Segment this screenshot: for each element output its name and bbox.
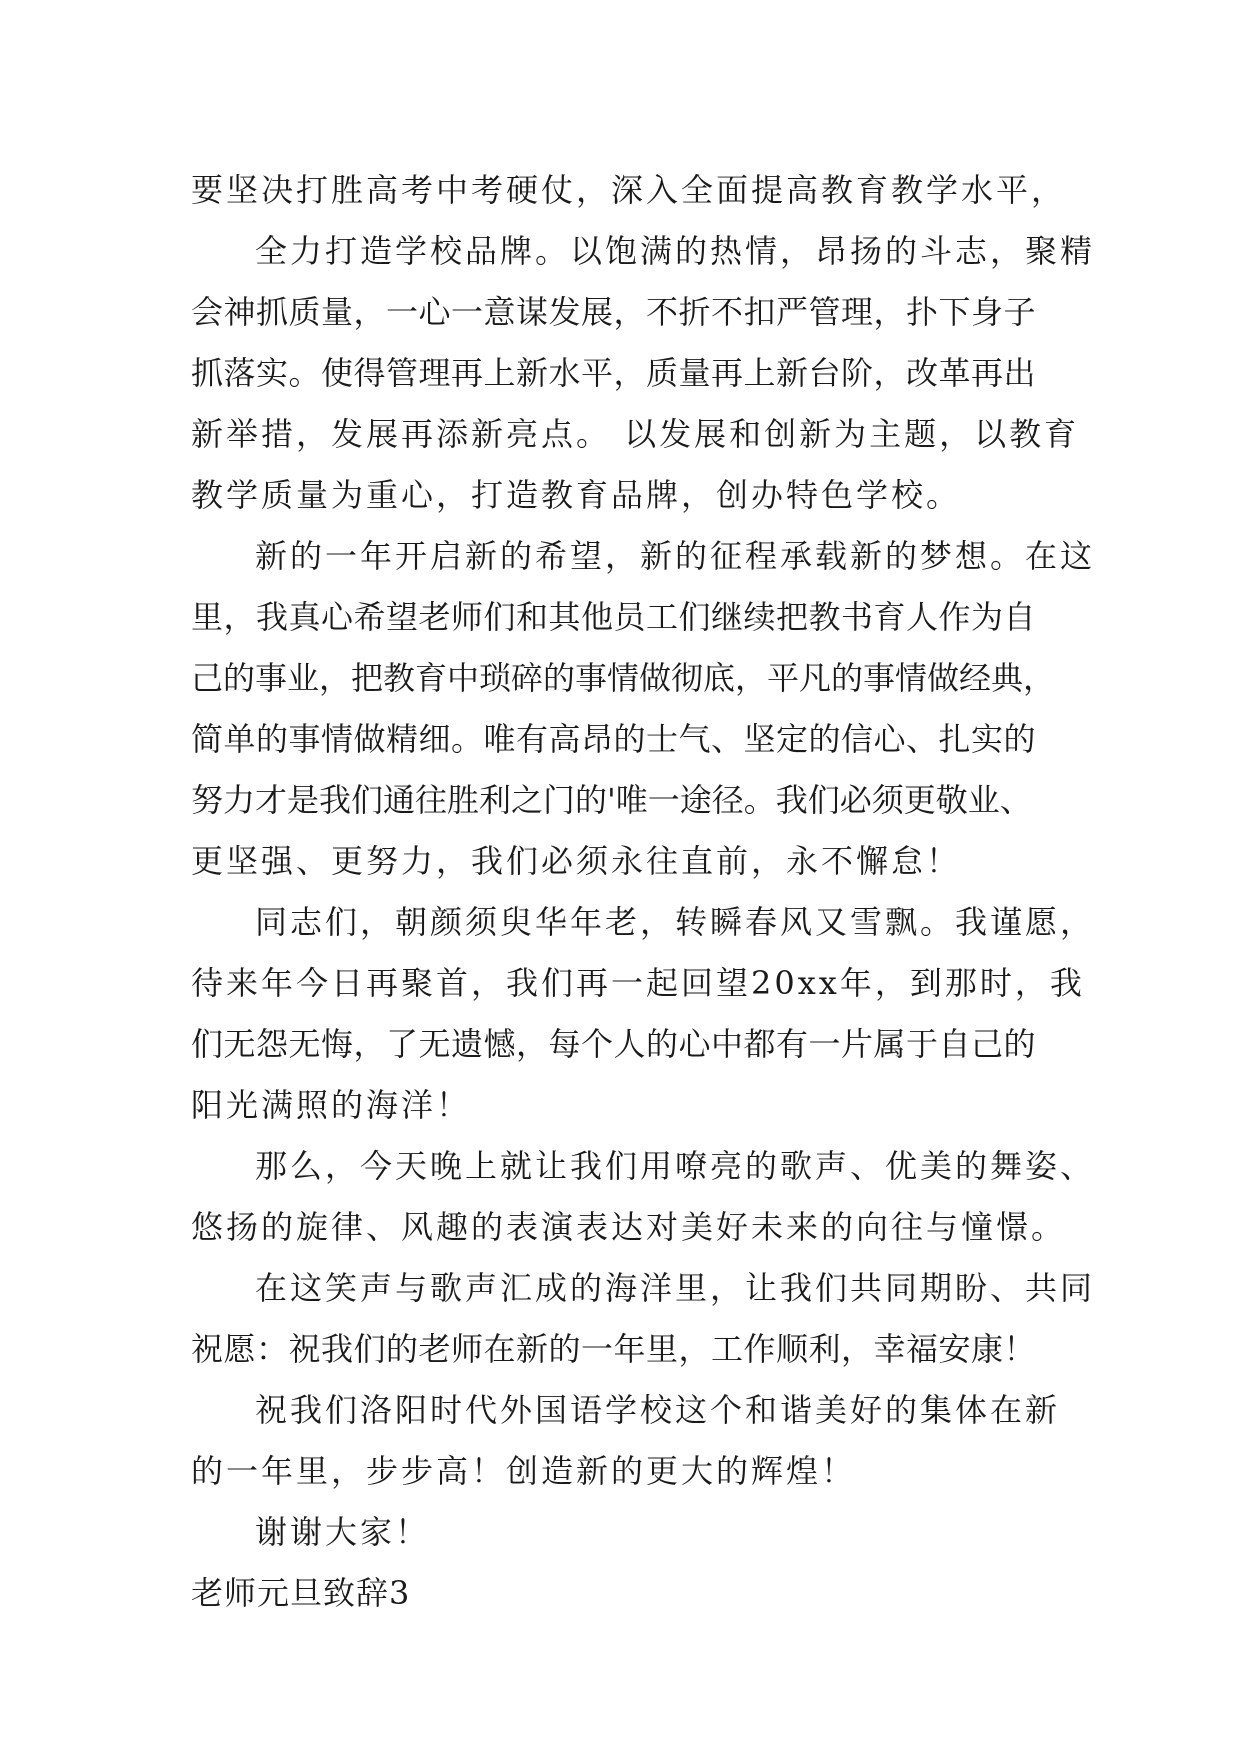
paragraph-line: 己的事业，把教育中琐碎的事情做彻底，平凡的事情做经典，	[191, 659, 1056, 697]
paragraph-line: 在这笑声与歌声汇成的海洋里，让我们共同期盼、共同	[255, 1269, 1096, 1307]
paragraph-line: 会神抓质量，一心一意谋发展，不折不扣严管理，扑下身子	[191, 293, 1037, 331]
paragraph-line: 祝愿：祝我们的老师在新的一年里，工作顺利，幸福安康！	[191, 1330, 1037, 1368]
paragraph-line: 谢谢大家！	[255, 1513, 431, 1551]
paragraph-line: 待来年今日再聚首，我们再一起回望20xx年，到那时，我	[191, 964, 1085, 1002]
paragraph-line: 里，我真心希望老师们和其他员工们继续把教书育人作为自	[191, 598, 1037, 636]
paragraph-line: 新举措，发展再添新亮点。 以发展和创新为主题，以教育	[191, 415, 1080, 453]
paragraph-line: 更坚强、更努力，我们必须永往直前，永不懈怠！	[191, 842, 962, 880]
paragraph-line: 努力才是我们通往胜利之门的'唯一途径。我们必须更敬业、	[191, 781, 1032, 819]
paragraph-line: 教学质量为重心，打造教育品牌，创办特色学校。	[191, 476, 962, 514]
section-heading: 老师元旦致辞3	[191, 1574, 411, 1612]
paragraph-line: 新的一年开启新的希望，新的征程承载新的梦想。在这	[255, 537, 1096, 575]
paragraph-line: 同志们，朝颜须臾华年老，转瞬春风又雪飘。我谨愿，	[255, 903, 1096, 941]
document-body	[191, 160, 1096, 1624]
paragraph-line: 抓落实。使得管理再上新水平，质量再上新台阶，改革再出	[191, 354, 1037, 392]
paragraph-line: 要坚决打胜高考中考硬仗，深入全面提高教育教学水平，	[191, 171, 1067, 209]
paragraph-line: 的一年里，步步高！创造新的更大的辉煌！	[191, 1452, 857, 1490]
paragraph-line: 阳光满照的海洋！	[191, 1086, 472, 1124]
paragraph-line: 那么，今天晚上就让我们用嘹亮的歌声、优美的舞姿、	[255, 1147, 1096, 1185]
paragraph-line: 祝我们洛阳时代外国语学校这个和谐美好的集体在新	[255, 1391, 1061, 1429]
paragraph-line: 悠扬的旋律、风趣的表演表达对美好未来的向往与憧憬。	[191, 1208, 1067, 1246]
paragraph-line: 们无怨无悔，了无遗憾，每个人的心中都有一片属于自己的	[191, 1025, 1037, 1063]
paragraph-line: 全力打造学校品牌。以饱满的热情，昂扬的斗志，聚精	[255, 232, 1096, 270]
paragraph-line: 简单的事情做精细。唯有高昂的士气、坚定的信心、扎实的	[191, 720, 1037, 758]
